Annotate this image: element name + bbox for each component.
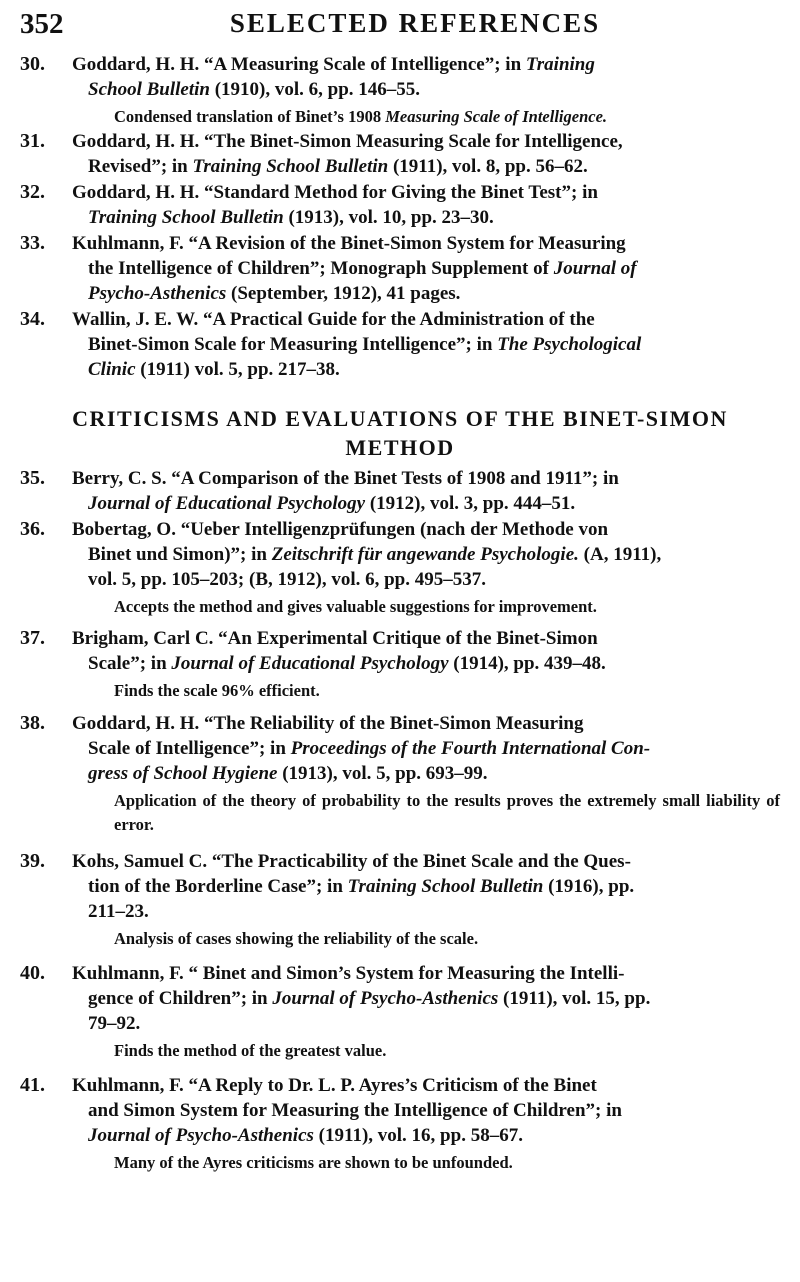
entry-text: Goddard, H. H. “The Binet-Simon Measuring Scale for Intelligence, [72, 131, 623, 152]
running-title: SELECTED REFERENCES [229, 8, 601, 38]
entry-note: Finds the scale 96% efficient. [114, 681, 320, 700]
reference-entry-33: 33. Kuhlmann, F. “A Revision of the Binet-Simon System for Measuring the Intelligence of Children”; Monograph Supplement of Journal of Psycho-Asthenics (September, 1912), 41 pages. [20, 231, 780, 306]
section-heading: CRITICISMS AND EVALUATIONS OF THE BINET-SIMON METHOD [72, 406, 728, 460]
entry-number: 33. [20, 232, 45, 254]
entry-text: Goddard, H. H. “A Measuring Scale of Intelligence”; in [72, 54, 526, 75]
entry-text: Goddard, H. H. “Standard Method for Giving the Binet Test”; in [72, 182, 598, 203]
entry-number: 30. [20, 53, 45, 75]
reference-entry-32: 32. Goddard, H. H. “Standard Method for Giving the Binet Test”; in Training School Bulletin (1913), vol. 10, pp. 23–30. [20, 180, 780, 230]
reference-entry-38: 38. Goddard, H. H. “The Reliability of the Binet-Simon Measuring Scale of Intelligence”; in Proceedings of the Fourth International Con- gress of School Hygiene (1913), vol. 5, pp. 693–99. Application of the theory of probability to the results proves the extremely small liability of error. [20, 711, 780, 837]
page-header [20, 6, 770, 46]
reference-entry-41: 41. Kuhlmann, F. “A Reply to Dr. L. P. Ayres’s Criticism of the Binet and Simon System for Measuring the Intelligence of Children”; in Journal of Psycho-Asthenics (1911), vol. 16, pp. 58–67. Many of the Ayres criticisms are shown to be unfounded. [20, 1073, 780, 1175]
entry-number: 36. [20, 518, 45, 540]
reference-entry-40: 40. Kuhlmann, F. “ Binet and Simon’s System for Measuring the Intelli- gence of Children”; in Journal of Psycho-Asthenics (1911), vol. 15, pp. 79–92. Finds the method of the greatest value. [20, 961, 780, 1063]
page-number: 352 [20, 8, 64, 40]
entry-number: 32. [20, 181, 45, 203]
entry-note: Analysis of cases showing the reliability of the scale. [114, 929, 479, 948]
entry-text: Kuhlmann, F. “A Reply to Dr. L. P. Ayres’s Criticism of the Binet [72, 1075, 597, 1096]
entry-text: Kohs, Samuel C. “The Practicability of the Binet Scale and the Ques- [72, 851, 631, 872]
entry-text: (1910), vol. 6, pp. 146–55. [209, 79, 421, 100]
entry-text: Berry, C. S. “A Comparison of the Binet Tests of 1908 and 1911”; in [72, 468, 619, 489]
entry-number: 31. [20, 130, 45, 152]
entry-text: Bobertag, O. “Ueber Intelligenzprüfungen (nach der Methode von [72, 519, 609, 540]
entry-text-italic: School Bulletin [88, 79, 210, 100]
entry-note: Accepts the method and gives valuable suggestions for improvement. [114, 597, 597, 616]
entry-number: 40. [20, 962, 45, 984]
entry-note: Condensed translation of Binet’s 1908 Measuring Scale of Intelligence. [114, 107, 608, 126]
reference-entry-39: 39. Kohs, Samuel C. “The Practicability of the Binet Scale and the Ques- tion of the Borderline Case”; in Training School Bulletin (1916), pp. 211–23. Analysis of cases showing the reliability of the scale. [20, 849, 780, 951]
reference-entry-30 [20, 52, 780, 129]
entry-number: 39. [20, 850, 45, 872]
entry-number: 35. [20, 467, 45, 489]
reference-entry-37: 37. Brigham, Carl C. “An Experimental Critique of the Binet-Simon Scale”; in Journal of Educational Psychology (1914), pp. 439–48. Finds the scale 96% efficient. [20, 626, 780, 703]
entry-note: Application of the theory of probability to the results proves the extremely small liability of error. [114, 791, 780, 834]
entry-number: 38. [20, 712, 45, 734]
reference-entry-31: 31. Goddard, H. H. “The Binet-Simon Measuring Scale for Intelligence, Revised”; in Training School Bulletin (1911), vol. 8, pp. 56–62. [20, 129, 780, 179]
entry-note: Many of the Ayres criticisms are shown to be unfounded. [114, 1153, 513, 1172]
entry-note: Finds the method of the greatest value. [114, 1041, 387, 1060]
entry-text: Kuhlmann, F. “ Binet and Simon’s System for Measuring the Intelli- [72, 963, 625, 984]
entry-text: Wallin, J. E. W. “A Practical Guide for the Administration of the [72, 309, 595, 330]
entry-number: 34. [20, 308, 45, 330]
entry-text-italic: Training [525, 54, 595, 75]
entry-text: Kuhlmann, F. “A Revision of the Binet-Simon System for Measuring [72, 233, 626, 254]
entry-text: Brigham, Carl C. “An Experimental Critique of the Binet-Simon [72, 628, 598, 649]
entry-text: Goddard, H. H. “The Reliability of the Binet-Simon Measuring [72, 713, 584, 734]
entry-number: 41. [20, 1074, 45, 1096]
reference-entry-36: 36. Bobertag, O. “Ueber Intelligenzprüfungen (nach der Methode von Binet und Simon)”; in Zeitschrift für angewande Psychologie. (A, 1911), vol. 5, pp. 105–203; (B, 1912), vol. 6, pp. 495–537. Accepts the method and gives valuable suggestions for improvement. [20, 517, 780, 619]
reference-entry-34: 34. Wallin, J. E. W. “A Practical Guide for the Administration of the Binet-Simon Scale for Measuring Intelligence”; in The Psychological Clinic (1911) vol. 5, pp. 217–38. [20, 307, 780, 382]
entry-number: 37. [20, 627, 45, 649]
reference-entry-35: 35. Berry, C. S. “A Comparison of the Binet Tests of 1908 and 1911”; in Journal of Educational Psychology (1912), vol. 3, pp. 444–51. [20, 466, 780, 516]
